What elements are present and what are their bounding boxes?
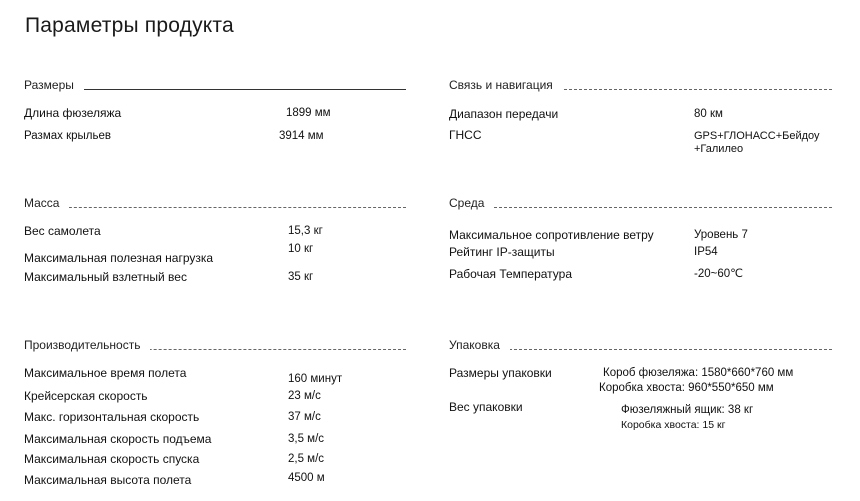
- page-title: Параметры продукта: [25, 14, 234, 37]
- section-header: [449, 78, 832, 96]
- spec-value: 1899 мм: [286, 107, 331, 119]
- spec-value: 2,5 м/с: [288, 453, 325, 465]
- spec-label: Размеры упаковки: [449, 366, 552, 380]
- spec-value: 4500 м: [288, 472, 325, 484]
- section-header: [449, 196, 832, 214]
- spec-label: Крейсерская скорость: [24, 389, 148, 403]
- spec-value-line: Фюзеляжный ящик: 38 кг: [621, 404, 754, 416]
- spec-value-line: Коробка хвоста: 15 кг: [621, 419, 726, 431]
- section-performance: [24, 338, 406, 498]
- spec-value: 160 минут: [288, 373, 343, 385]
- spec-value: [694, 130, 820, 156]
- section-header: [24, 78, 406, 96]
- spec-label: ГНСС: [449, 128, 482, 142]
- spec-value: 10 кг: [288, 243, 314, 255]
- spec-value: [621, 403, 753, 433]
- section-title: Среда: [449, 196, 494, 210]
- section-mass: [24, 196, 406, 296]
- spec-value: Уровень 7: [694, 229, 748, 241]
- spec-label: Максимальное время полета: [24, 366, 187, 380]
- spec-value-line: Короб фюзеляжа: 1580*660*760 мм: [603, 367, 794, 379]
- spec-label: Вес самолета: [24, 224, 101, 238]
- section-title: Производительность: [24, 338, 150, 352]
- section-dimensions: [24, 78, 406, 158]
- spec-label: Максимальная полезная нагрузка: [24, 251, 214, 265]
- spec-value: -20~60℃: [694, 268, 744, 280]
- section-divider: [449, 207, 832, 208]
- spec-value: 35 кг: [288, 271, 314, 283]
- spec-value: IP54: [694, 246, 718, 258]
- spec-value-line: +Галилео: [694, 143, 744, 155]
- spec-label: Максимальная скорость подъема: [24, 432, 212, 446]
- spec-label: Рабочая Температура: [449, 267, 572, 281]
- spec-value-line: Коробка хвоста: 960*550*650 мм: [599, 382, 774, 394]
- section-title: Масса: [24, 196, 69, 210]
- spec-label: Размах крыльев: [24, 130, 111, 142]
- section-title: Упаковка: [449, 338, 510, 352]
- spec-label: Макс. горизонтальная скорость: [24, 410, 200, 424]
- spec-value: 3914 мм: [279, 130, 324, 142]
- spec-value: [599, 366, 793, 396]
- spec-label: Максимальная высота полета: [24, 473, 192, 487]
- spec-label: Максимальный взлетный вес: [24, 270, 187, 284]
- spec-value: 3,5 м/с: [288, 433, 325, 445]
- spec-value: 23 м/с: [288, 390, 321, 402]
- spec-label: Максимальная скорость спуска: [24, 452, 200, 466]
- section-divider: [24, 207, 406, 208]
- section-header: [449, 338, 832, 356]
- section-environment: [449, 196, 832, 296]
- spec-label: Длина фюзеляжа: [24, 106, 122, 120]
- spec-value-line: GPS+ГЛОНАСС+Бейдоу: [694, 130, 820, 142]
- spec-value: 37 м/с: [288, 411, 321, 423]
- section-title: Размеры: [24, 78, 84, 92]
- spec-label: Вес упаковки: [449, 400, 523, 414]
- spec-label: Максимальное сопротивление ветру: [449, 228, 654, 242]
- spec-value: 15,3 кг: [288, 225, 323, 237]
- section-packaging: [449, 338, 832, 448]
- spec-label: Диапазон передачи: [449, 107, 559, 121]
- section-title: Связь и навигация: [449, 78, 563, 92]
- section-comms: [449, 78, 832, 158]
- spec-label: Рейтинг IP-защиты: [449, 245, 555, 259]
- section-header: [24, 338, 406, 356]
- spec-value: 80 км: [694, 108, 723, 120]
- section-header: [24, 196, 406, 214]
